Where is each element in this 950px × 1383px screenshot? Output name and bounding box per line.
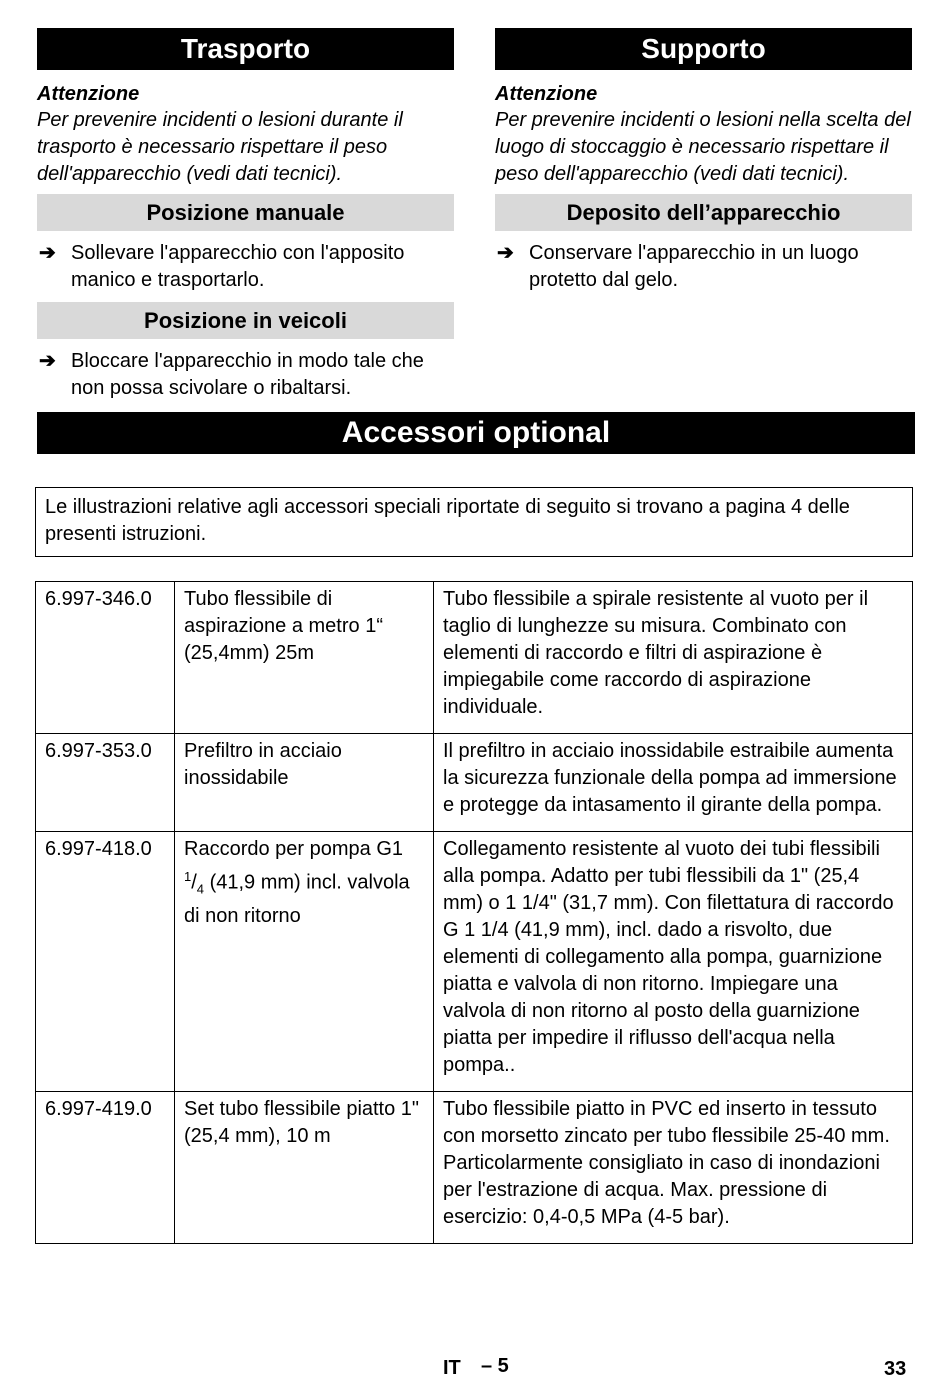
fraction-numerator: 1 xyxy=(184,869,192,884)
part-number: 6.997-353.0 xyxy=(36,734,175,832)
transport-warning-label: Attenzione xyxy=(37,83,140,105)
vehicle-position-step xyxy=(37,348,454,402)
fraction-slash: / xyxy=(191,871,197,894)
footer-language: IT xyxy=(443,1357,461,1379)
storage-section xyxy=(495,28,912,302)
transport-warning-text: Per prevenire incidenti o lesioni durante il trasporto è necessario rispettare il peso dell'apparecchio (vedi dati tecnici). xyxy=(37,109,403,185)
device-storage-step xyxy=(495,240,912,294)
part-name: Prefiltro in acciaio inossidabile xyxy=(175,734,434,832)
accessories-intro: Le illustrazioni relative agli accessori speciali riportate di seguito si trovano a pagina 4 delle presenti istruzioni. xyxy=(35,487,913,557)
accessories-table xyxy=(35,581,913,1244)
part-number: 6.997-418.0 xyxy=(36,832,175,1092)
part-number: 6.997-346.0 xyxy=(36,582,175,734)
part-name: Set tubo flessibile piatto 1" (25,4 mm), 10 m xyxy=(175,1092,434,1244)
storage-title: Supporto xyxy=(495,28,912,70)
part-description: Il prefiltro in acciaio inossidabile estraibile aumenta la sicurezza funzionale della pompa ad immersione e protegge da intasamento il girante della pompa. xyxy=(434,734,913,832)
transport-title: Trasporto xyxy=(37,28,454,70)
part-name xyxy=(175,832,434,1092)
device-storage-step-text: Conservare l'apparecchio in un luogo protetto dal gelo. xyxy=(529,242,859,291)
table-row xyxy=(36,1092,913,1244)
transport-section xyxy=(37,28,454,410)
part-name: Tubo flessibile di aspirazione a metro 1“ (25,4mm) 25m xyxy=(175,582,434,734)
manual-position-step xyxy=(37,240,454,294)
vehicle-position-step-text: Bloccare l'apparecchio in modo tale che non possa scivolare o ribaltarsi. xyxy=(71,350,424,399)
arrow-right-icon: ➔ xyxy=(39,242,56,264)
fraction-denominator: 4 xyxy=(196,881,205,897)
footer-page-number: 33 xyxy=(884,1358,907,1380)
storage-warning-text: Per prevenire incidenti o lesioni nella scelta del luogo di stoccaggio è necessario rispettare il peso dell'apparecchio (vedi dati tecnici). xyxy=(495,109,911,185)
part-name-end: (41,9 mm) incl. valvola di non ritorno xyxy=(184,871,410,927)
part-number: 6.997-419.0 xyxy=(36,1092,175,1244)
part-description: Tubo flessibile a spirale resistente al vuoto per il taglio di lunghezze su misura. Combinato con elementi di raccordo e filtri di aspirazione è impiegabile come raccordo di aspirazione individuale. xyxy=(434,582,913,734)
part-description: Tubo flessibile piatto in PVC ed inserto in tessuto con morsetto zincato per tubo flessibile 25-40 mm. Particolarmente consigliato in caso di inondazioni per l'estrazione di acqua. Max. pressione di esercizio: 0,4-0,5 MPa (4-5 bar). xyxy=(434,1092,913,1244)
table-row xyxy=(36,832,913,1092)
accessories-title: Accessori optional xyxy=(37,412,915,454)
table-row xyxy=(36,582,913,734)
arrow-right-icon: ➔ xyxy=(39,350,56,372)
vehicle-position-heading: Posizione in veicoli xyxy=(37,302,454,339)
part-name-start: Raccordo per pompa G1 xyxy=(184,838,404,860)
footer-section-page: – 5 xyxy=(481,1355,509,1377)
manual-position-heading: Posizione manuale xyxy=(37,194,454,231)
part-description: Collegamento resistente al vuoto dei tubi flessibili alla pompa. Adatto per tubi flessibili da 1" (25,4 mm) o 1 1/4" (31,7 mm). Con filettatura di raccordo G 1 1/4 (41,9 mm), incl. dado a risvolto, due elementi di collegamento alla pompa, guarnizione piatta e valvola di non ritorno. Impiegare una valvola di non ritorno al posto della guarnizione piatta per impedire il riflusso dell'acqua nella pompa.. xyxy=(434,832,913,1092)
table-row xyxy=(36,734,913,832)
device-storage-heading: Deposito dell’apparecchio xyxy=(495,194,912,231)
manual-position-step-text: Sollevare l'apparecchio con l'apposito manico e trasportarlo. xyxy=(71,242,405,291)
arrow-right-icon: ➔ xyxy=(497,242,514,264)
storage-warning-label: Attenzione xyxy=(495,83,598,105)
